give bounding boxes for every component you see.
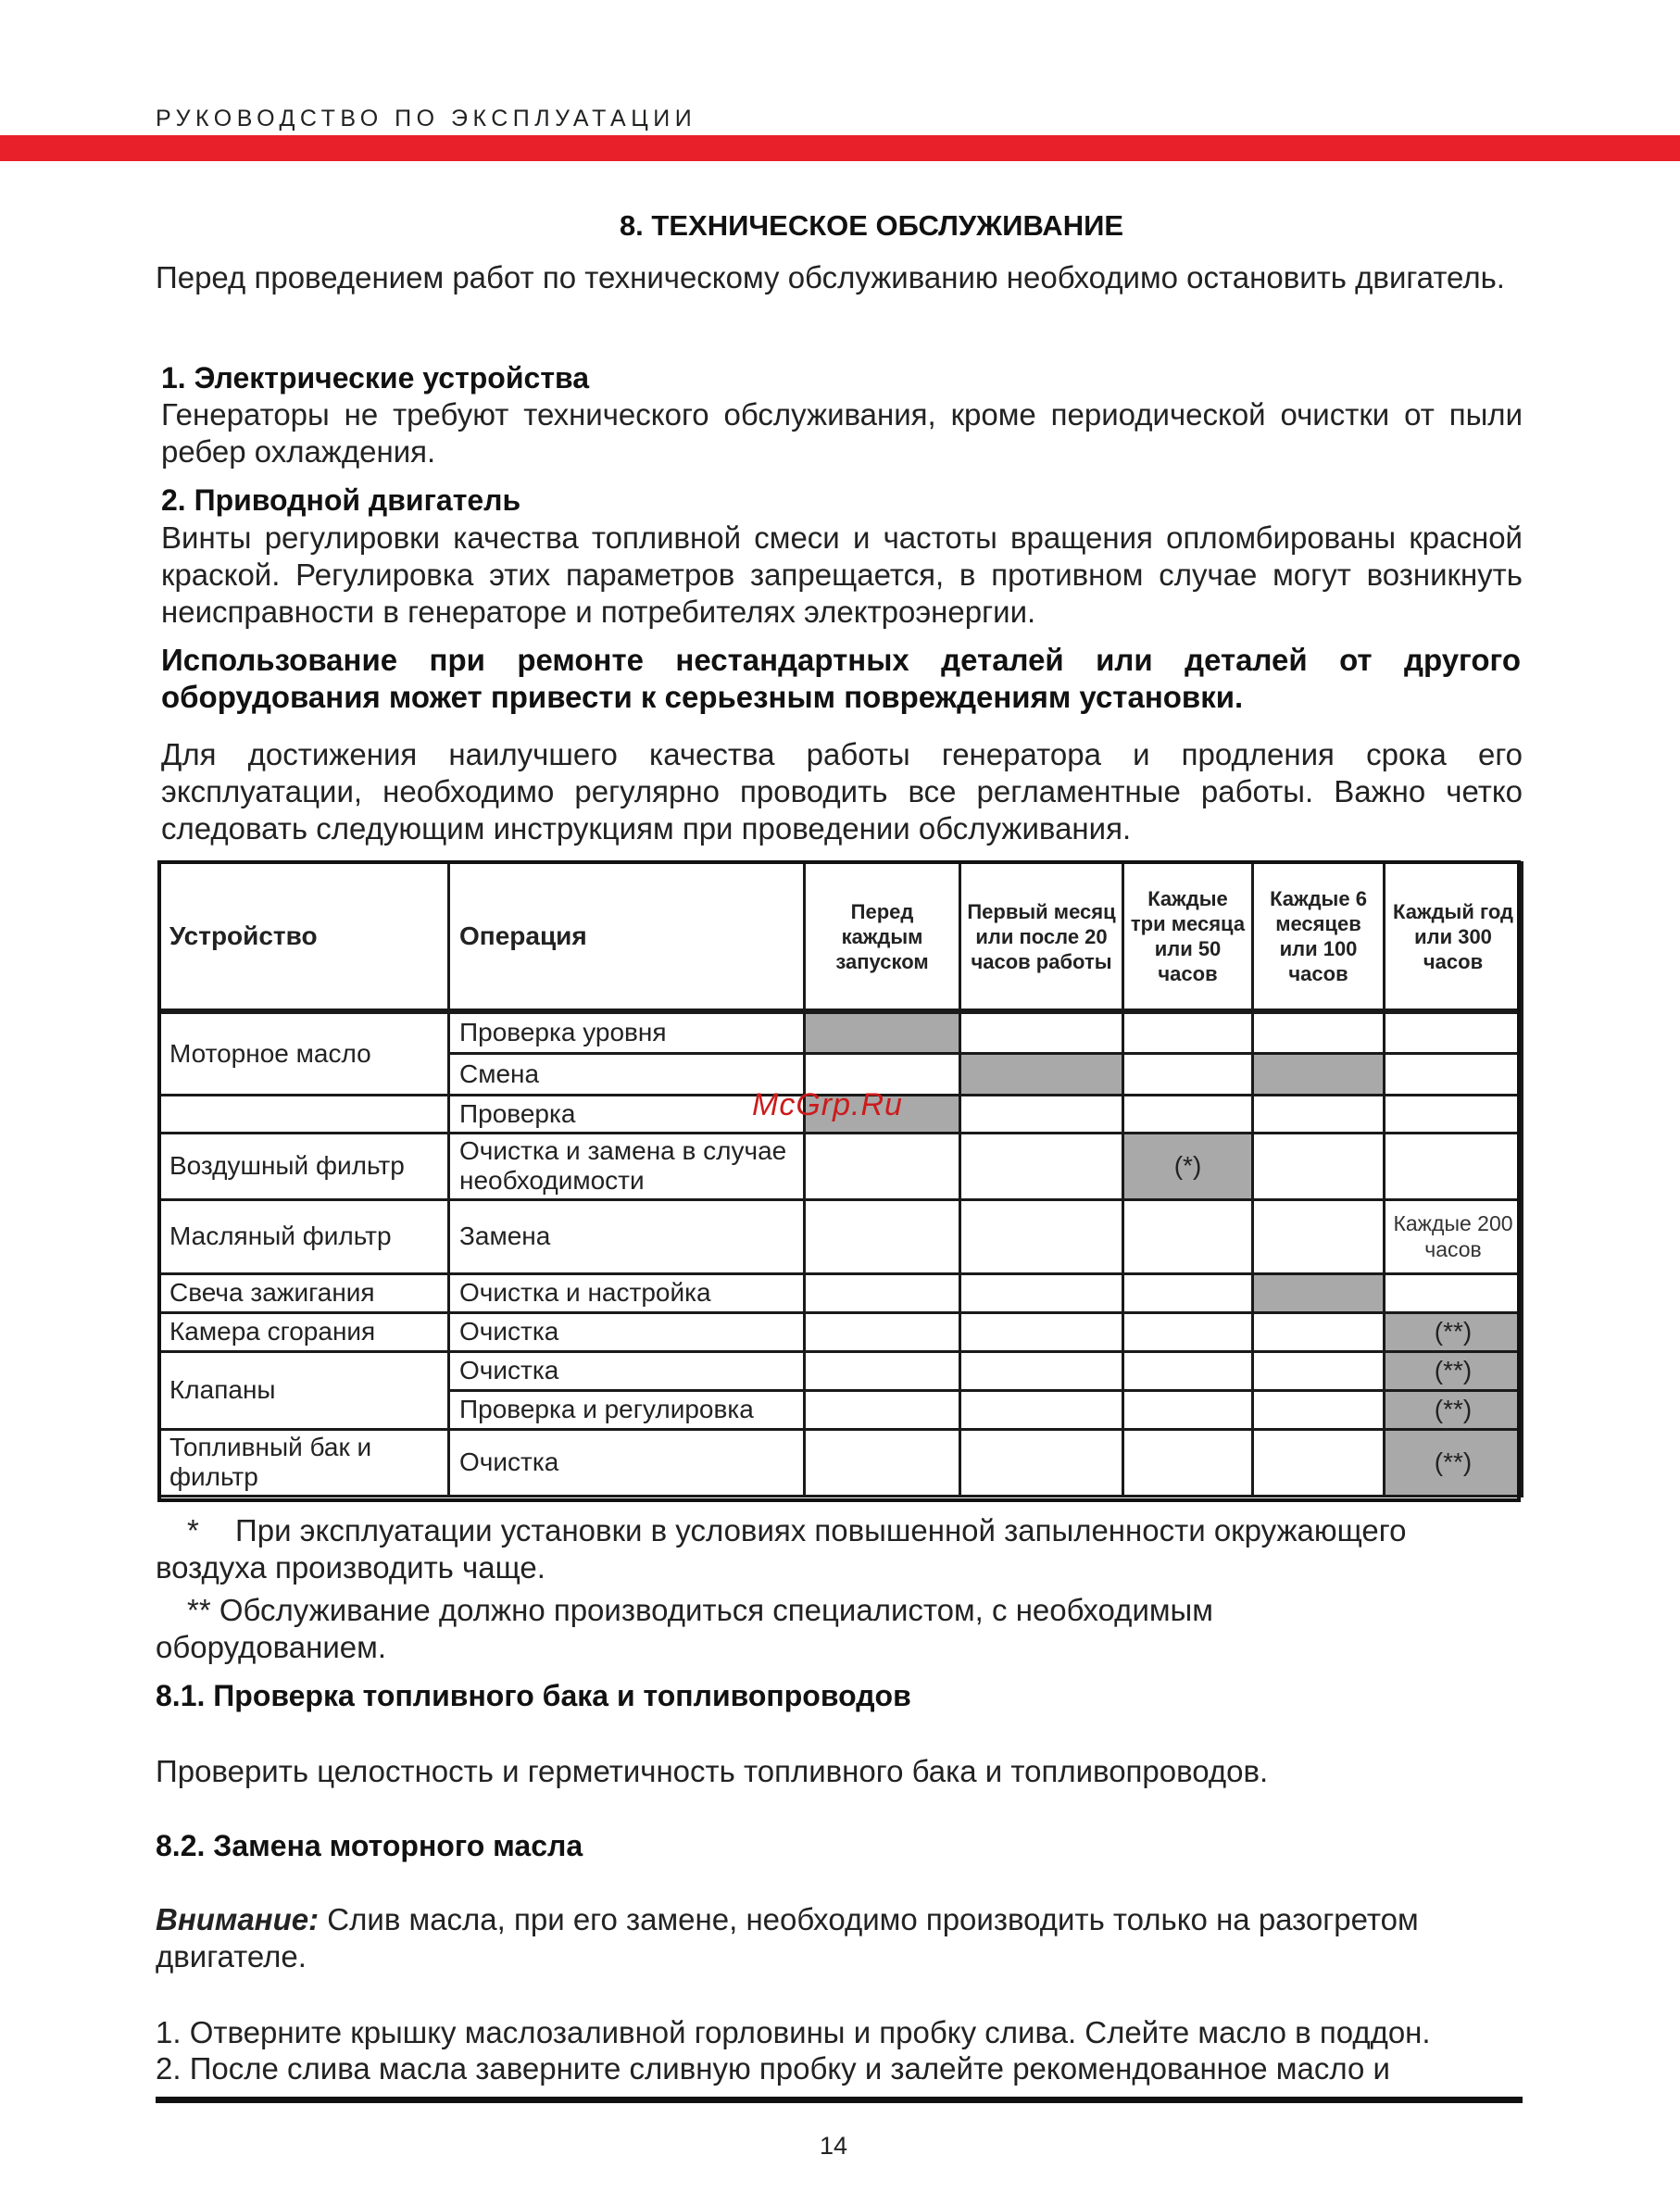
bottom-rule [156,2097,1523,2103]
cell-empty [960,1199,1123,1273]
warning-paragraph: Использование при ремонте нестандартных деталей или деталей от другого оборудования может привести к серьезным повреждениям установки. [161,643,1521,714]
device-oil-filter: Масляный фильтр [159,1199,449,1273]
cell-mark-double: (**) [1385,1312,1523,1351]
cell-empty [1253,1199,1385,1273]
maintenance-schedule-table [157,861,1523,1497]
cell-empty [1385,1095,1523,1133]
schedule-intro: Для достижения наилучшего качества работы генератора и продления срока его эксплуатации, необходимо регулярно проводить все регламентные работы. Важно четко следовать следующим инструкциям при проведении обслуживания. [161,737,1523,846]
attention-text: Слив масла, при его замене, необходимо производить только на разогретом двигателе. [156,1902,1419,1973]
cell-empty [960,1273,1123,1312]
operation-change: Смена [449,1053,805,1095]
table-row [159,1199,1523,1273]
attention-paragraph [156,1901,1526,1975]
section1-text: Генераторы не требуют технического обслуживания, кроме периодической очистки от пыли ребер охлаждения. [161,397,1523,469]
footnote-star [156,1512,1517,1586]
cell-empty [805,1390,960,1429]
operation-replace: Замена [449,1199,805,1273]
footnote-star-symbol: * [187,1513,199,1547]
cell-empty [1123,1011,1253,1053]
cell-empty [960,1429,1123,1496]
cell-shaded [1253,1053,1385,1095]
header-device: Устройство [159,863,449,1012]
cell-mark-double: (**) [1385,1390,1523,1429]
section82-heading: 8.2. Замена моторного масла [156,1829,583,1862]
operation-check-adjust: Проверка и регулировка [449,1390,805,1429]
table-row [159,1312,1523,1351]
cell-empty [960,1095,1123,1133]
cell-empty [805,1351,960,1390]
section1-heading: 1. Электрические устройства [161,361,590,395]
section2-text: Винты регулировки качества топливной смеси и частоты вращения опломбированы красной краской. Регулировка этих параметров запрещается, в противном случае могут возникнуть неисправности в генераторе и потребителях электроэнергии. [161,520,1523,629]
cell-empty [960,1312,1123,1351]
cell-empty [1123,1390,1253,1429]
cell-empty [1385,1133,1523,1199]
cell-empty [1253,1011,1385,1053]
watermark: McGrp.Ru [752,1087,903,1122]
header-six-months: Каждые 6 месяцев или 100 часов [1253,863,1385,1012]
cell-empty [805,1133,960,1199]
section81-text: Проверить целостность и герметичность топливного бака и топливопроводов. [156,1754,1269,1788]
cell-empty [1123,1312,1253,1351]
operation-clean: Очистка [449,1429,805,1496]
header-year: Каждый год или 300 часов [1385,863,1523,1012]
cell-shaded [805,1011,960,1053]
intro-paragraph: Перед проведением работ по техническому обслуживанию необходимо остановить двигатель. [156,260,1505,294]
device-oil: Моторное масло [159,1011,449,1095]
cell-mark-double: (**) [1385,1429,1523,1496]
cell-empty [805,1199,960,1273]
device-fuel-tank: Топливный бак и фильтр [159,1429,449,1496]
table-row [159,1351,1523,1390]
device-valves: Клапаны [159,1351,449,1429]
header-before-start: Перед каждым запуском [805,863,960,1012]
cell-empty [1253,1133,1385,1199]
cell-mark-double: (**) [1385,1351,1523,1390]
cell-mark-single: (*) [1123,1133,1253,1199]
operation-clean: Очистка [449,1351,805,1390]
cell-empty [1385,1011,1523,1053]
cell-empty [1123,1429,1253,1496]
footnote-star-text: При эксплуатации установки в условиях повышенной запыленности окружающего воздуха производить чаще. [156,1513,1407,1585]
operation-air-clean: Очистка и замена в случае необходимости [449,1133,805,1199]
operation-check: Проверка [449,1095,805,1133]
table-row [159,1133,1523,1199]
step-2: 2. После слива масла заверните сливную пробку и залейте рекомендованное масло и [156,2051,1390,2086]
header-operation: Операция [449,863,805,1012]
device-combustion: Камера сгорания [159,1312,449,1351]
cell-shaded [1253,1273,1385,1312]
device-air-filter: Воздушный фильтр [159,1133,449,1199]
cell-empty [1123,1095,1253,1133]
operation-clean-adjust: Очистка и настройка [449,1273,805,1312]
page-number: 14 [819,2132,848,2160]
cell-empty [805,1312,960,1351]
cell-empty [1385,1053,1523,1095]
cell-empty [1385,1273,1523,1312]
device-empty [159,1095,449,1133]
cell-empty [1123,1053,1253,1095]
cell-empty [1253,1390,1385,1429]
cell-empty [960,1011,1123,1053]
table-row [159,1011,1523,1053]
attention-label: Внимание: [156,1902,320,1936]
cell-empty [1123,1199,1253,1273]
table-header-row [159,863,1523,1012]
header-three-months: Каждые три месяца или 50 часов [1123,863,1253,1012]
section81-heading: 8.1. Проверка топливного бака и топливопроводов [156,1679,911,1712]
cell-empty [960,1390,1123,1429]
cell-empty [1253,1429,1385,1496]
operation-clean: Очистка [449,1312,805,1351]
cell-empty [960,1133,1123,1199]
running-header: РУКОВОДСТВО ПО ЭКСПЛУАТАЦИИ [156,106,697,132]
table-row [159,1429,1523,1496]
table-row [159,1273,1523,1312]
cell-empty [805,1273,960,1312]
cell-empty [1123,1351,1253,1390]
page-title: 8. ТЕХНИЧЕСКОЕ ОБСЛУЖИВАНИЕ [619,209,1124,242]
cell-every-200: Каждые 200 часов [1385,1199,1523,1273]
footnote-double-star: ** Обслуживание должно производиться специалистом, с необходимым оборудованием. [156,1593,1213,1664]
header-red-bar [0,135,1680,161]
operation-level-check: Проверка уровня [449,1011,805,1053]
step-1: 1. Отверните крышку маслозаливной горловины и пробку слива. Слейте масло в поддон. [156,2015,1431,2049]
cell-empty [960,1351,1123,1390]
section2-heading: 2. Приводной двигатель [161,483,521,517]
device-spark-plug: Свеча зажигания [159,1273,449,1312]
cell-empty [1253,1351,1385,1390]
cell-shaded [960,1053,1123,1095]
cell-empty [805,1429,960,1496]
cell-empty [1253,1312,1385,1351]
cell-empty [1123,1273,1253,1312]
header-first-month: Первый месяц или после 20 часов работы [960,863,1123,1012]
cell-empty [1253,1095,1385,1133]
